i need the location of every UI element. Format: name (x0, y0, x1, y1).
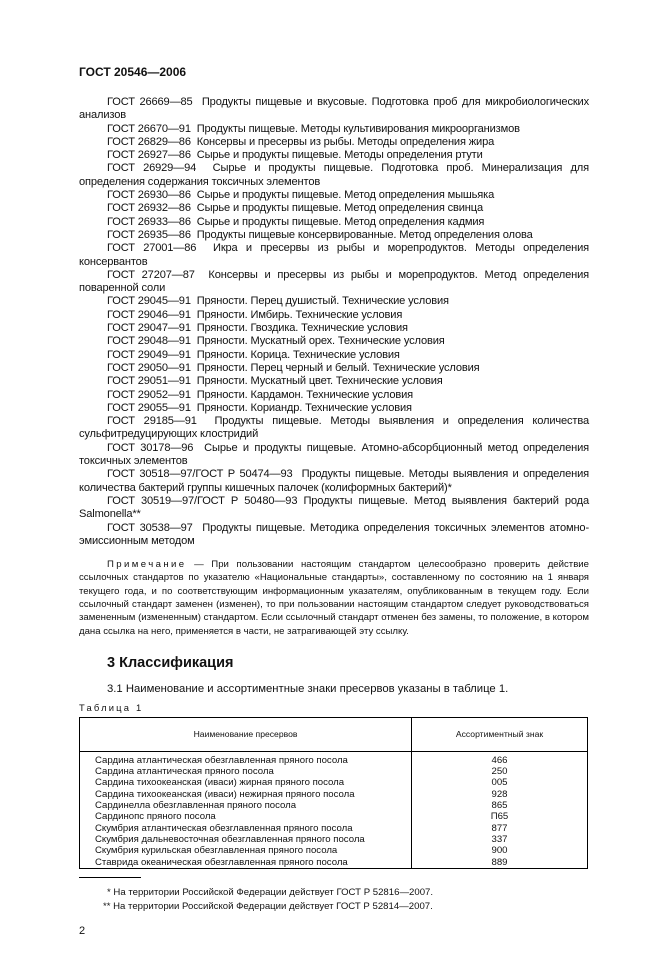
reference-item: ГОСТ 29052—91 Пряности. Кардамон. Технические условия (107, 388, 414, 401)
reference-item: ГОСТ 29185—91 Продукты пищевые. Методы выявления и определения количества сульфитредуцирующих клостридий (79, 415, 592, 441)
cell-name: Ставрида океаническая обезглавленная пряного посола (80, 857, 412, 869)
reference-item: ГОСТ 29049—91 Пряности. Корица. Технические условия (107, 348, 400, 361)
table-row (80, 751, 588, 766)
table-row (80, 766, 588, 777)
section-heading: 3 Классификация (107, 654, 234, 671)
section-paragraph: 3.1 Наименование и ассортиментные знаки пресервов указаны в таблице 1. (107, 682, 509, 695)
table-row (80, 800, 588, 811)
reference-item: ГОСТ 30538—97 Продукты пищевые. Методика определения токсичных элементов атомно-эмиссионным методом (79, 521, 589, 547)
footnote-2: ** На территории Российской Федерации действует ГОСТ Р 52814—2007. (103, 900, 433, 912)
reference-item: ГОСТ 26930—86 Сырье и продукты пищевые. Метод определения мышьяка (107, 189, 495, 202)
cell-code: 928 (412, 789, 588, 800)
cell-name: Сардина тихоокеанская (иваси) жирная пряного посола (80, 777, 412, 788)
footnote-divider (79, 877, 141, 878)
reference-item: ГОСТ 26932—86 Сырье и продукты пищевые. Метод определения свинца (107, 202, 483, 215)
cell-code: 889 (412, 857, 588, 869)
references-list (79, 96, 592, 548)
reference-item: ГОСТ 26935—86 Продукты пищевые консервированные. Метод определения олова (107, 228, 533, 241)
reference-item: ГОСТ 29050—91 Пряности. Перец черный и белый. Технические условия (107, 361, 480, 374)
cell-name: Скумбрия курильская обезглавленная пряного посола (80, 845, 412, 856)
reference-item: ГОСТ 26927—86 Сырье и продукты пищевые. Методы определения ртути (107, 149, 483, 162)
reference-item: ГОСТ 26929—94 Сырье и продукты пищевые. Подготовка проб. Минерализация для определения содержания токсичных элементов (79, 162, 592, 188)
reference-item: ГОСТ 27001—86 Икра и пресервы из рыбы и морепродуктов. Методы определения консервантов (79, 242, 592, 268)
reference-item: ГОСТ 27207—87 Консервы и пресервы из рыбы и морепродуктов. Метод определения поваренной соли (79, 268, 592, 295)
note-text: — При пользовании настоящим стандартом целесообразно проверить действие ссылочных стандартов по указателю «Национальные стандарты», составленному по состоянию на 1 января текущего года, и по соответствующим информационным указателям, опубликованным в текущем году. Если ссылочный стандарт заменен (изменен), то при пользовании настоящим стандартом следует руководствоваться замененным (измененным) стандартом. Если ссылочный стандарт отменен без замены, то положение, в котором дана ссылка на него, применяется в части, не затрагивающей эту ссылку. (79, 559, 589, 637)
cell-name: Сардинелла обезглавленная пряного посола (80, 800, 412, 811)
cell-code: 466 (412, 751, 588, 766)
reference-item: ГОСТ 29045—91 Пряности. Перец душистый. Технические условия (107, 295, 449, 308)
document-header: ГОСТ 20546—2006 (79, 65, 187, 79)
cell-name: Сардина тихоокеанская (иваси) нежирная пряного посола (80, 789, 412, 800)
table-header-name: Наименование пресервов (80, 717, 412, 751)
table-row (80, 823, 588, 834)
reference-item: ГОСТ 26933—86 Сырье и продукты пищевые. Метод определения кадмия (107, 215, 485, 228)
reference-item: ГОСТ 30519—97/ГОСТ Р 50480—93 Продукты пищевые. Метод выявления бактерий рода Salmonella** (79, 494, 592, 521)
reference-item: ГОСТ 26669—85 Продукты пищевые и вкусовые. Подготовка проб для микробиологических анализов (79, 96, 592, 122)
reference-item: ГОСТ 29055—91 Пряности. Кориандр. Технические условия (107, 401, 412, 414)
table-row (80, 789, 588, 800)
cell-code: П65 (412, 811, 588, 822)
reference-item: ГОСТ 30178—96 Сырье и продукты пищевые. Атомно-абсорбционный метод определения токсичных элементов (79, 441, 592, 468)
table-row (80, 811, 588, 822)
cell-name: Сардина атлантическая пряного посола (80, 766, 412, 777)
footnote-1: * На территории Российской Федерации действует ГОСТ Р 52816—2007. (107, 886, 434, 898)
page-number: 2 (79, 924, 86, 937)
preserves-table (79, 717, 588, 869)
cell-name: Скумбрия дальневосточная обезглавленная пряного посола (80, 834, 412, 845)
table-row (80, 777, 588, 788)
reference-item: ГОСТ 29051—91 Пряности. Мускатный цвет. Технические условия (107, 375, 443, 388)
cell-code: 877 (412, 823, 588, 834)
reference-item: ГОСТ 29047—91 Пряности. Гвоздика. Технические условия (107, 322, 408, 335)
cell-name: Сардина атлантическая обезглавленная пряного посола (80, 751, 412, 766)
cell-code: 005 (412, 777, 588, 788)
cell-code: 865 (412, 800, 588, 811)
table-row (80, 857, 588, 869)
cell-code: 337 (412, 834, 588, 845)
reference-item: ГОСТ 29048—91 Пряности. Мускатный орех. Технические условия (107, 335, 445, 348)
reference-item: ГОСТ 26670—91 Продукты пищевые. Методы культивирования микроорганизмов (107, 122, 520, 135)
cell-code: 250 (412, 766, 588, 777)
note (79, 558, 589, 638)
cell-name: Скумбрия атлантическая обезглавленная пряного посола (80, 823, 412, 834)
cell-name: Сардинопс пряного посола (80, 811, 412, 822)
note-label: Примечание (107, 559, 187, 571)
cell-code: 900 (412, 845, 588, 856)
table-caption: Таблица 1 (79, 701, 144, 713)
table-row (80, 845, 588, 856)
reference-item: ГОСТ 26829—86 Консервы и пресервы из рыбы. Методы определения жира (107, 135, 495, 148)
table-header-code: Ассортиментный знак (412, 717, 588, 751)
reference-item: ГОСТ 30518—97/ГОСТ Р 50474—93 Продукты пищевые. Методы выявления и определения количества бактерий группы кишечных палочек (колиформных бактерий)* (79, 468, 592, 494)
table-row (80, 834, 588, 845)
reference-item: ГОСТ 29046—91 Пряности. Имбирь. Технические условия (107, 308, 403, 321)
